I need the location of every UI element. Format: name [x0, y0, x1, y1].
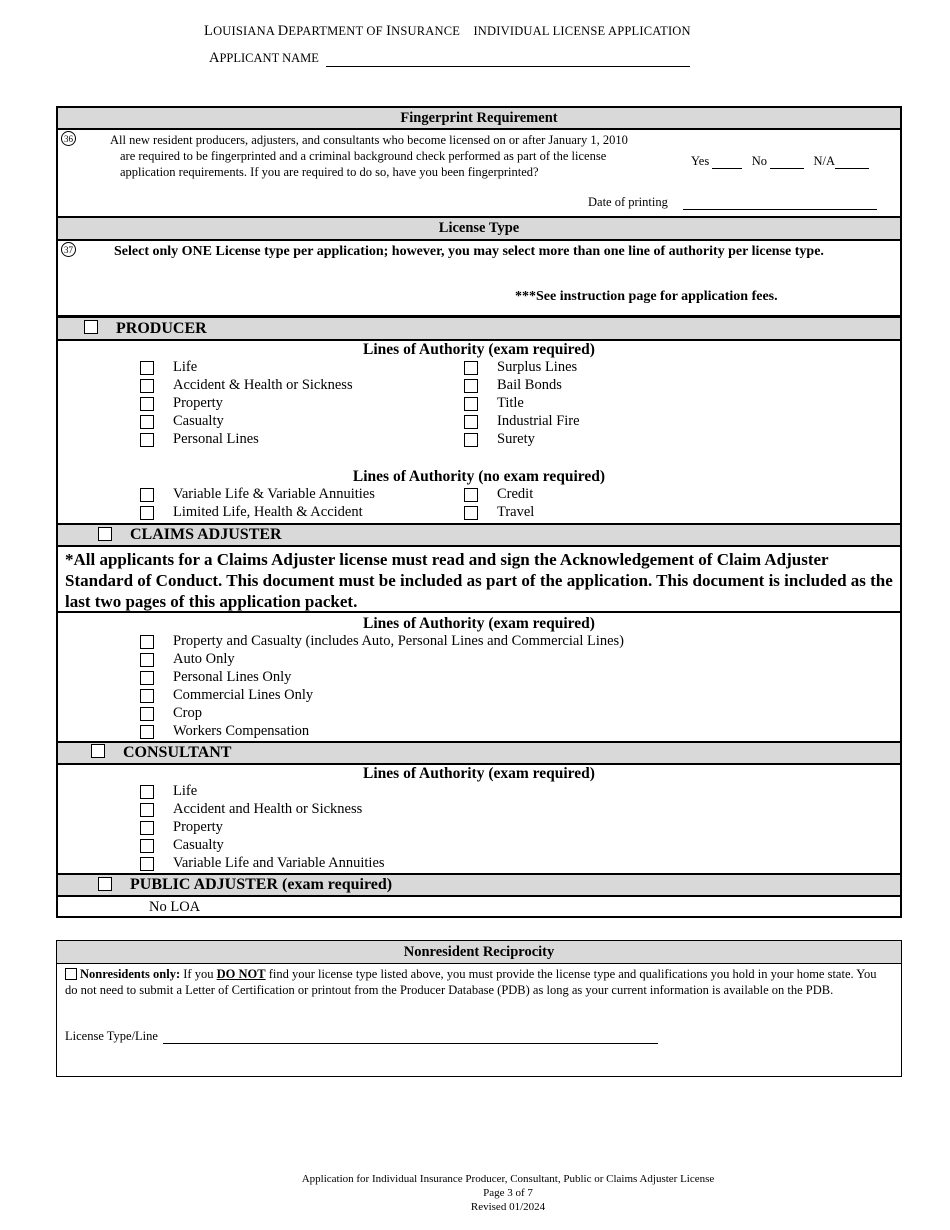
applicant-name-field[interactable]: APPLICANT NAME [209, 50, 690, 67]
producer-exam-right-checkbox[interactable] [464, 397, 478, 411]
claims-adjuster-line-checkbox[interactable] [140, 635, 154, 649]
license-type-title: License Type [56, 216, 902, 241]
consultant-line-label: Accident and Health or Sickness [173, 801, 363, 817]
claims-adjuster-line-checkbox[interactable] [140, 671, 154, 685]
producer-exam-left-label: Accident & Health or Sickness [173, 377, 353, 393]
question-number-36: 36 [61, 131, 76, 146]
fingerprint-section [56, 128, 902, 218]
producer-exam-right-checkbox[interactable] [464, 433, 478, 447]
producer-exam-left-label: Personal Lines [173, 431, 259, 447]
claims-adjuster-checkbox[interactable] [98, 527, 112, 541]
producer-noexam-right-checkbox[interactable] [464, 488, 478, 502]
applicant-name-line[interactable] [326, 54, 690, 67]
producer-exam-right-label: Surplus Lines [497, 359, 578, 375]
producer-exam-right-label: Title [497, 395, 524, 411]
claims-adjuster-line-label: Workers Compensation [173, 723, 310, 739]
claims-adjuster-line-label: Commercial Lines Only [173, 687, 314, 703]
producer-header: PRODUCER [56, 316, 902, 341]
producer-exam-right-label: Surety [497, 431, 535, 447]
consultant-line-label: Life [173, 783, 198, 799]
producer-exam-right-checkbox[interactable] [464, 415, 478, 429]
footer-title: Application for Individual Insurance Producer, Consultant, Public or Claims Adjuster License [301, 1173, 715, 1185]
claims-adjuster-line-checkbox[interactable] [140, 707, 154, 721]
consultant-line-checkbox[interactable] [140, 821, 154, 835]
producer-loa-noexam-heading: Lines of Authority (no exam required) [352, 468, 606, 485]
producer-exam-left-checkbox[interactable] [140, 361, 154, 375]
claims-adjuster-notice: *All applicants for a Claims Adjuster license must read and sign the Acknowledgement of Claim Adjuster Standard of Conduct. This document must be included as part of the application. This document is included as the last two pages of this application packet. [65, 550, 893, 611]
public-adjuster-checkbox[interactable] [98, 877, 112, 891]
fingerprint-question: All new resident producers, adjusters, and consultants who become licensed on or after January 1, 2010 are required to be fingerprinted and a criminal background check performed as part of the license application requirements. If you are required to do so, have you been fingerprinted? [110, 133, 628, 179]
consultant-section [56, 763, 902, 875]
producer-noexam-right-label: Travel [497, 504, 535, 520]
producer-noexam-left-label: Variable Life & Variable Annuities [173, 486, 375, 502]
na-blank[interactable] [835, 158, 869, 169]
consultant-checkbox[interactable] [91, 744, 105, 758]
claims-loa-exam-heading: Lines of Authority (exam required) [363, 615, 595, 632]
date-of-printing-line[interactable] [683, 199, 877, 210]
producer-noexam-left-checkbox[interactable] [140, 506, 154, 520]
producer-exam-right-label: Bail Bonds [497, 377, 562, 393]
question-number-37: 37 [61, 242, 76, 257]
fees-note: ***See instruction page for application fees. [515, 289, 778, 304]
producer-loa-exam-heading: Lines of Authority (exam required) [363, 341, 595, 358]
producer-noexam-right-checkbox[interactable] [464, 506, 478, 520]
producer-noexam-left-checkbox[interactable] [140, 488, 154, 502]
nonresident-text: Nonresidents only: If you DO NOT find your license type listed above, you must provide the license type and qualifications you hold in your home state. You do not need to submit a Letter of Certification or printout from the Producer Database (PDB) as long as your current information is available on the PDB. [65, 967, 877, 997]
consultant-line-checkbox[interactable] [140, 839, 154, 853]
claims-adjuster-line-label: Personal Lines Only [173, 669, 292, 685]
consultant-header: CONSULTANT [56, 741, 902, 765]
claims-adjuster-header: CLAIMS ADJUSTER [56, 523, 902, 547]
date-of-printing-field: Date of printing [588, 195, 877, 210]
producer-section [56, 339, 902, 525]
producer-exam-left-checkbox[interactable] [140, 433, 154, 447]
license-type-line-field: License Type/Line [65, 1029, 658, 1044]
producer-noexam-left-label: Limited Life, Health & Accident [173, 504, 363, 520]
consultant-line-label: Property [173, 819, 223, 835]
producer-exam-left-label: Casualty [173, 413, 224, 429]
consultant-line-label: Variable Life and Variable Annuities [173, 855, 385, 871]
producer-exam-left-label: Life [173, 359, 198, 375]
page-footer [0, 1172, 950, 1214]
producer-exam-right-checkbox[interactable] [464, 361, 478, 375]
producer-checkbox[interactable] [84, 320, 98, 334]
consultant-line-checkbox[interactable] [140, 785, 154, 799]
claims-adjuster-line-label: Property and Casualty (includes Auto, Personal Lines and Commercial Lines) [173, 633, 625, 649]
claims-adjuster-line-label: Crop [173, 705, 202, 721]
nonresident-title: Nonresident Reciprocity [56, 940, 902, 964]
footer-revision: Revised 01/2024 [470, 1201, 546, 1213]
claims-adjuster-line-checkbox[interactable] [140, 689, 154, 703]
consultant-line-checkbox[interactable] [140, 857, 154, 871]
producer-exam-left-checkbox[interactable] [140, 379, 154, 393]
fingerprint-title: Fingerprint Requirement [56, 106, 902, 130]
form-title: INDIVIDUAL LICENSE APPLICATION [473, 24, 691, 38]
claims-adjuster-notice-box [56, 545, 902, 613]
nonresident-checkbox[interactable] [65, 968, 77, 980]
fingerprint-answers: Yes No N/A [691, 154, 869, 169]
producer-exam-right-checkbox[interactable] [464, 379, 478, 393]
producer-exam-left-label: Property [173, 395, 223, 411]
claims-adjuster-section [56, 611, 902, 743]
yes-blank[interactable] [712, 158, 742, 169]
producer-exam-left-checkbox[interactable] [140, 415, 154, 429]
consultant-line-label: Casualty [173, 837, 224, 853]
claims-adjuster-line-checkbox[interactable] [140, 725, 154, 739]
public-adjuster-header: PUBLIC ADJUSTER (exam required) [56, 873, 902, 897]
consultant-line-checkbox[interactable] [140, 803, 154, 817]
nonresident-section [56, 963, 902, 1077]
license-type-instruction: Select only ONE License type per application; however, you may select more than one line of authority per license type. [114, 244, 824, 259]
no-loa-text: No LOA [149, 899, 201, 915]
producer-exam-left-checkbox[interactable] [140, 397, 154, 411]
department-header: LOUISIANA DEPARTMENT OF INSURANCE INDIVIDUAL LICENSE APPLICATION [204, 23, 691, 39]
footer-page-number: Page 3 of 7 [483, 1187, 533, 1199]
claims-adjuster-line-label: Auto Only [173, 651, 235, 667]
license-type-line-blank[interactable] [163, 1033, 658, 1044]
producer-exam-right-label: Industrial Fire [497, 413, 580, 429]
producer-noexam-right-label: Credit [497, 486, 534, 502]
no-blank[interactable] [770, 158, 804, 169]
public-adjuster-section [56, 895, 902, 918]
claims-adjuster-line-checkbox[interactable] [140, 653, 154, 667]
license-type-section [56, 239, 902, 317]
consultant-loa-exam-heading: Lines of Authority (exam required) [363, 765, 595, 782]
